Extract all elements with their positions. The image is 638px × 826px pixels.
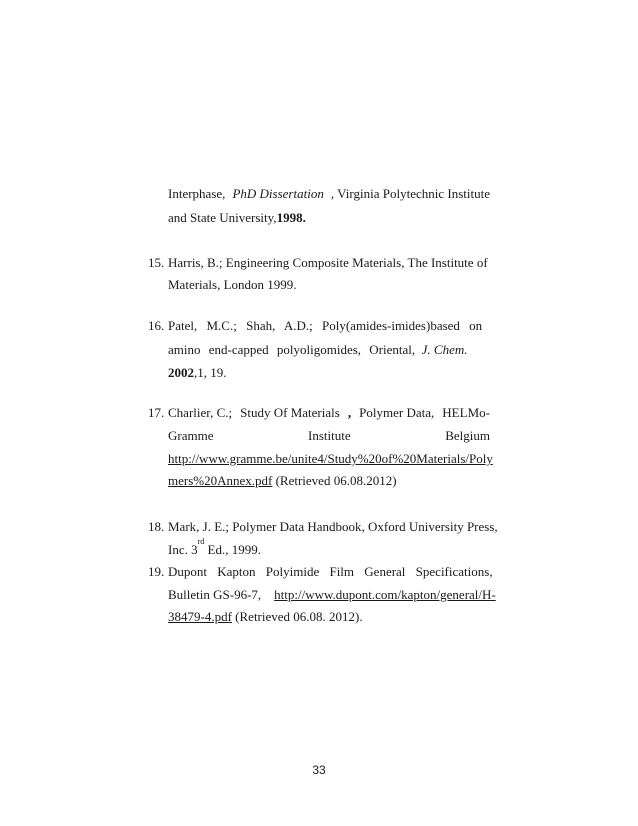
ref14-line-1 — [168, 186, 490, 202]
ref17-line-4 — [168, 473, 490, 489]
ref-text: Interphase, — [168, 186, 226, 201]
ref17-link-cont[interactable]: mers%20Annex.pdf — [168, 473, 273, 488]
ref-text: Bulletin GS-96-7, — [168, 587, 262, 602]
ref-text: Harris, B.; Engineering Composite Materials, The Institute of — [168, 255, 488, 270]
ref-text: Patel, M.C.; Shah, A.D.; Poly(amides-imides)based on — [168, 318, 483, 333]
ref17-link[interactable]: http://www.gramme.be/unite4/Study%20of%20Materials/Poly — [168, 451, 493, 466]
ref-text: Ed., 1999. — [204, 542, 261, 557]
ref-text: Inc. 3 — [168, 542, 198, 557]
ref-text: Study Of Materials — [240, 405, 340, 420]
ref17-line-1 — [168, 405, 490, 421]
journal-italic: J. Chem. — [421, 342, 468, 357]
ref16-number: 16. — [148, 318, 165, 333]
ref-title-italic: PhD Dissertation — [232, 186, 324, 201]
ref-text: (Retrieved 06.08.2012) — [272, 473, 397, 488]
ref-text: Institute — [308, 428, 351, 443]
ordinal-sup: rd — [197, 537, 205, 546]
ref19-link[interactable]: http://www.dupont.com/kapton/general/H- — [274, 587, 496, 602]
ref-text: (Retrieved 06.08. 2012). — [231, 609, 363, 624]
ref-text: , — [347, 405, 352, 420]
ref-text: , Virginia Polytechnic Institute — [330, 186, 490, 201]
ref15-line-1 — [168, 255, 490, 271]
ref18-line-1 — [168, 519, 498, 535]
ref-text: amino end-capped polyoligomides, Oriental, — [168, 342, 416, 357]
ref14-line-2 — [168, 210, 490, 226]
ref17-line-3 — [168, 451, 493, 467]
ref-text: Gramme — [168, 428, 214, 443]
ref17-number: 17. — [148, 405, 165, 420]
ref-text: Materials, London 1999. — [168, 277, 297, 292]
ref15-number: 15. — [148, 255, 165, 270]
ref-text: Belgium — [445, 428, 490, 443]
ref-year: 2002 — [168, 365, 194, 380]
ref19-line-1 — [168, 564, 493, 580]
ref19-link-cont[interactable]: 38479-4.pdf — [168, 609, 232, 624]
ref-year: 1998. — [276, 210, 306, 225]
ref-text: Mark, J. E.; Polymer Data Handbook, Oxford University Press, — [168, 519, 498, 534]
ref-text: Dupont Kapton Polyimide Film General Specifications, — [168, 564, 493, 579]
ref-text: HELMo- — [442, 405, 490, 420]
ref18-number: 18. — [148, 519, 165, 534]
ref-text: Charlier, C.; — [168, 405, 233, 420]
ref16-line-2 — [168, 342, 490, 358]
ref-text: ,1, 19. — [194, 365, 227, 380]
ref17-line-2 — [168, 428, 490, 444]
ref15-line-2 — [168, 277, 490, 293]
ref16-line-3 — [168, 365, 490, 381]
ref19-line-2 — [168, 587, 496, 603]
page-number: 33 — [312, 763, 326, 777]
ref16-line-1 — [168, 318, 498, 334]
ref-text: and State University, — [168, 210, 277, 225]
ref19-line-3 — [168, 609, 490, 625]
ref18-line-2 — [168, 537, 490, 558]
ref-text: Polymer Data, — [359, 405, 435, 420]
ref19-number: 19. — [148, 564, 165, 579]
